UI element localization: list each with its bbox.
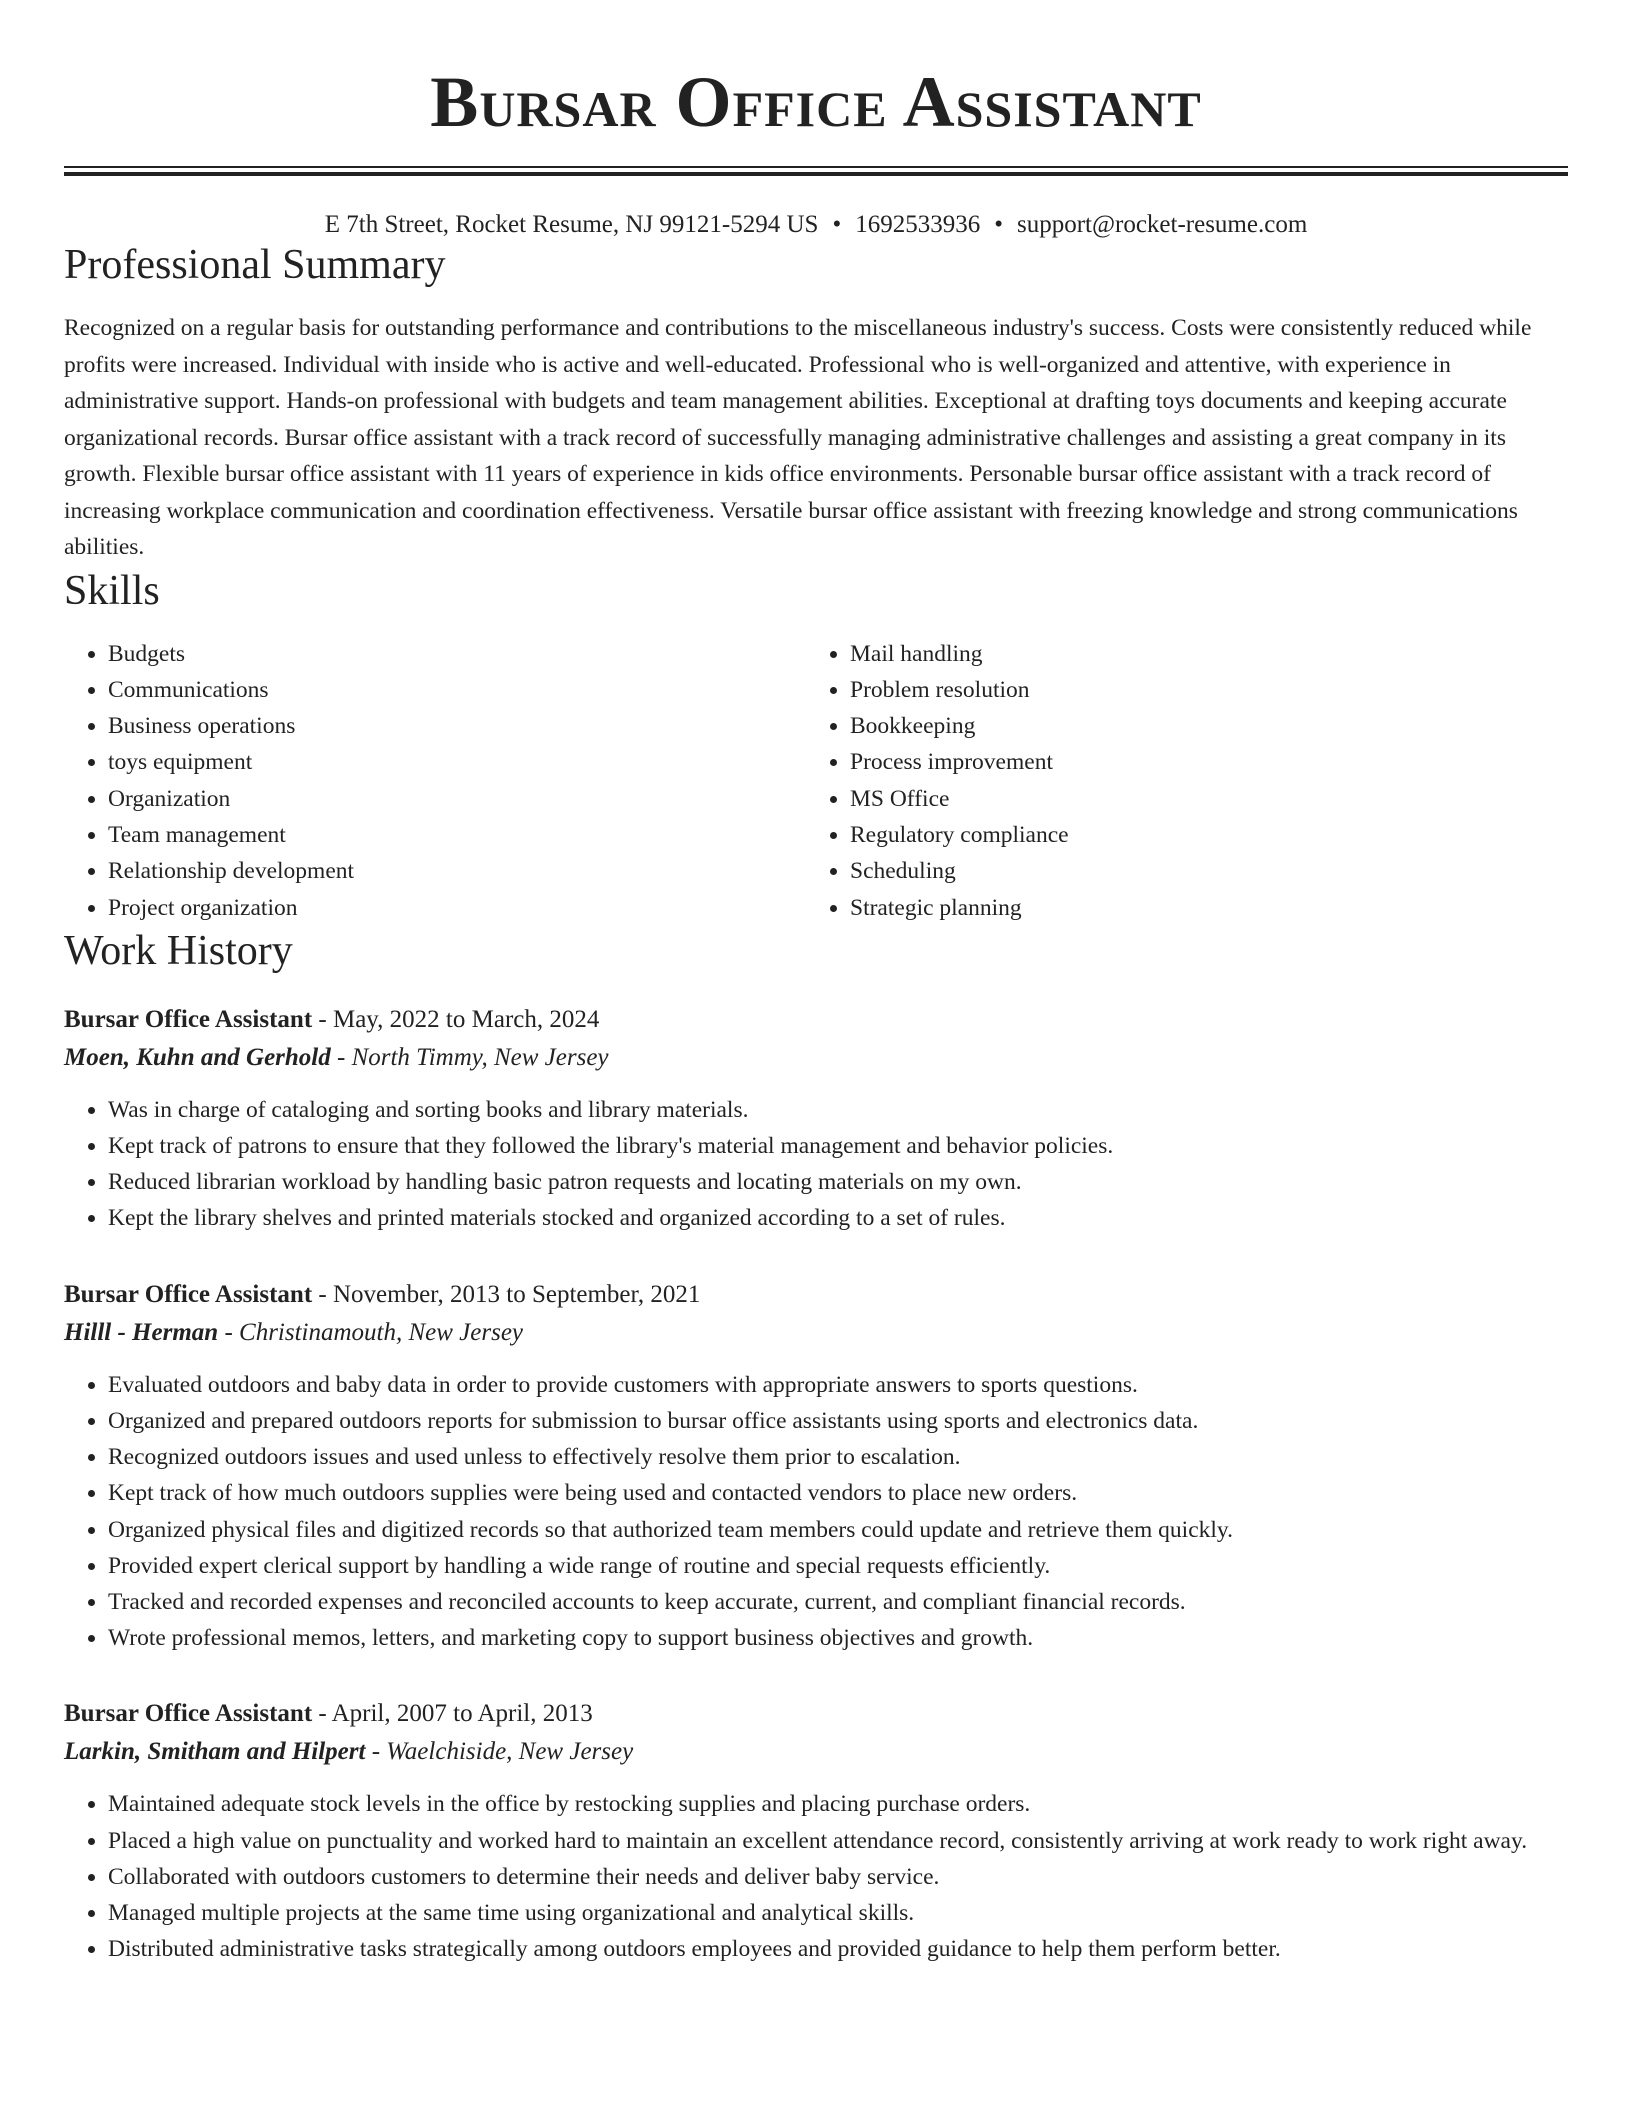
job-bullet: • Kept the library shelves and printed materials stocked and organized according to a set of rules. <box>108 1200 1568 1236</box>
job-bullet: • Placed a high value on punctuality and worked hard to maintain an excellent attendance record, consistently arriving at work ready to work right away. <box>108 1823 1568 1859</box>
job-company-line <box>64 1038 1568 1078</box>
job-bullet: • Managed multiple projects at the same time using organizational and analytical skills. <box>108 1895 1568 1931</box>
skill-item: • Scheduling <box>850 853 1069 889</box>
summary-heading: Professional Summary <box>64 242 446 288</box>
job-bullet: • Tracked and recorded expenses and reconciled accounts to keep accurate, current, and compliant financial records. <box>108 1584 1568 1620</box>
skill-item: • Problem resolution <box>850 672 1069 708</box>
job-bullet: • Maintained adequate stock levels in the office by restocking supplies and placing purchase orders. <box>108 1786 1568 1822</box>
job-company-line <box>64 1732 1568 1772</box>
job-title: Bursar Office Assistant <box>64 1700 313 1728</box>
work-history-heading: Work History <box>64 927 293 974</box>
contact-line <box>64 210 1568 240</box>
contact-separator: • <box>994 211 1003 238</box>
job-bullet: • Distributed administrative tasks strategically among outdoors employees and provided guidance to help them perform better. <box>108 1931 1568 1967</box>
job-title-line <box>64 1002 1568 1038</box>
job-entry <box>64 1002 1568 1237</box>
job-dates: - April, 2007 to April, 2013 <box>312 1700 593 1728</box>
skill-item: • Regulatory compliance <box>850 817 1069 853</box>
job-company: Larkin, Smitham and Hilpert <box>64 1738 366 1766</box>
job-entry <box>64 1277 1568 1657</box>
skill-item: • Communications <box>108 672 806 708</box>
job-bullet: • Was in charge of cataloging and sorting books and library materials. <box>108 1092 1568 1128</box>
summary-text: Recognized on a regular basis for outstanding performance and contributions to the miscellaneous industry's success. Costs were consistently reduced while profits were increased. Individual with inside who is active and well-educated. Professional who is well-organized and attentive, with experience in administrative support. Hands-on professional with budgets and team management abilities. Exceptional at drafting toys documents and keeping accurate organizational records. Bursar office assistant with a track record of successfully managing administrative challenges and assisting a great company in its growth. Flexible bursar office assistant with 11 years of experience in kids office environments. Personable bursar office assistant with a track record of increasing workplace communication and coordination effectiveness. Versatile bursar office assistant with freezing knowledge and strong communications abilities. <box>64 315 1532 560</box>
contact-email: support@rocket-resume.com <box>1016 211 1308 238</box>
skill-item: • Organization <box>108 781 806 817</box>
job-title: Bursar Office Assistant <box>64 1280 313 1308</box>
skill-item: • Relationship development <box>108 853 806 889</box>
skills-left-column <box>64 636 806 926</box>
skills-columns <box>64 636 1568 926</box>
job-entry <box>64 1696 1568 1967</box>
job-dates: - May, 2022 to March, 2024 <box>312 1005 600 1033</box>
skills-heading: Skills <box>64 567 160 614</box>
job-bullet: • Wrote professional memos, letters, and marketing copy to support business objectives and growth. <box>108 1620 1568 1656</box>
skill-item: • toys equipment <box>108 744 806 780</box>
job-bullet: • Evaluated outdoors and baby data in order to provide customers with appropriate answers to sports questions. <box>108 1367 1568 1403</box>
job-bullet: • Recognized outdoors issues and used unless to effectively resolve them prior to escalation. <box>108 1439 1568 1475</box>
job-bullet: • Reduced librarian workload by handling basic patron requests and locating materials on my own. <box>108 1164 1568 1200</box>
job-dates: - November, 2013 to September, 2021 <box>312 1280 701 1308</box>
skill-item: • Strategic planning <box>850 890 1069 926</box>
skill-item: • Bookkeeping <box>850 708 1069 744</box>
skill-item: • Budgets <box>108 636 806 672</box>
skill-item: • Business operations <box>108 708 806 744</box>
job-bullet: • Organized physical files and digitized records so that authorized team members could update and retrieve them quickly. <box>108 1512 1568 1548</box>
job-location: - Christinamouth, New Jersey <box>218 1318 524 1346</box>
contact-phone: 1692533936 <box>855 211 981 238</box>
job-company: Moen, Kuhn and Gerhold <box>64 1043 331 1071</box>
contact-address: E 7th Street, Rocket Resume, NJ 99121-5294 US <box>324 211 819 238</box>
job-bullet: • Kept track of patrons to ensure that they followed the library's material management and behavior policies. <box>108 1128 1568 1164</box>
skill-item: • Project organization <box>108 890 806 926</box>
title-double-rule <box>64 166 1568 176</box>
job-company-line <box>64 1313 1568 1353</box>
job-bullet: • Provided expert clerical support by handling a wide range of routine and special requests efficiently. <box>108 1548 1568 1584</box>
skill-item: • Process improvement <box>850 744 1069 780</box>
job-bullet: • Organized and prepared outdoors reports for submission to bursar office assistants using sports and electronics data. <box>108 1403 1568 1439</box>
job-location: - North Timmy, New Jersey <box>330 1043 609 1071</box>
skill-item: • Team management <box>108 817 806 853</box>
job-bullets <box>64 1786 1568 1967</box>
job-bullets <box>64 1367 1568 1657</box>
skills-right-column <box>806 636 1069 926</box>
job-bullet: • Collaborated with outdoors customers to determine their needs and deliver baby service. <box>108 1859 1568 1895</box>
job-location: - Waelchiside, New Jersey <box>365 1738 634 1766</box>
skill-item: • MS Office <box>850 781 1069 817</box>
job-title-line <box>64 1277 1568 1313</box>
job-title-line <box>64 1696 1568 1732</box>
skill-item: • Mail handling <box>850 636 1069 672</box>
job-company: Hilll - Herman <box>64 1318 219 1346</box>
job-bullets <box>64 1092 1568 1237</box>
job-title: Bursar Office Assistant <box>64 1005 313 1033</box>
job-bullet: • Kept track of how much outdoors supplies were being used and contacted vendors to place new orders. <box>108 1475 1568 1511</box>
contact-separator: • <box>832 211 842 238</box>
resume-title: Bursar Office Assistant <box>430 62 1202 142</box>
